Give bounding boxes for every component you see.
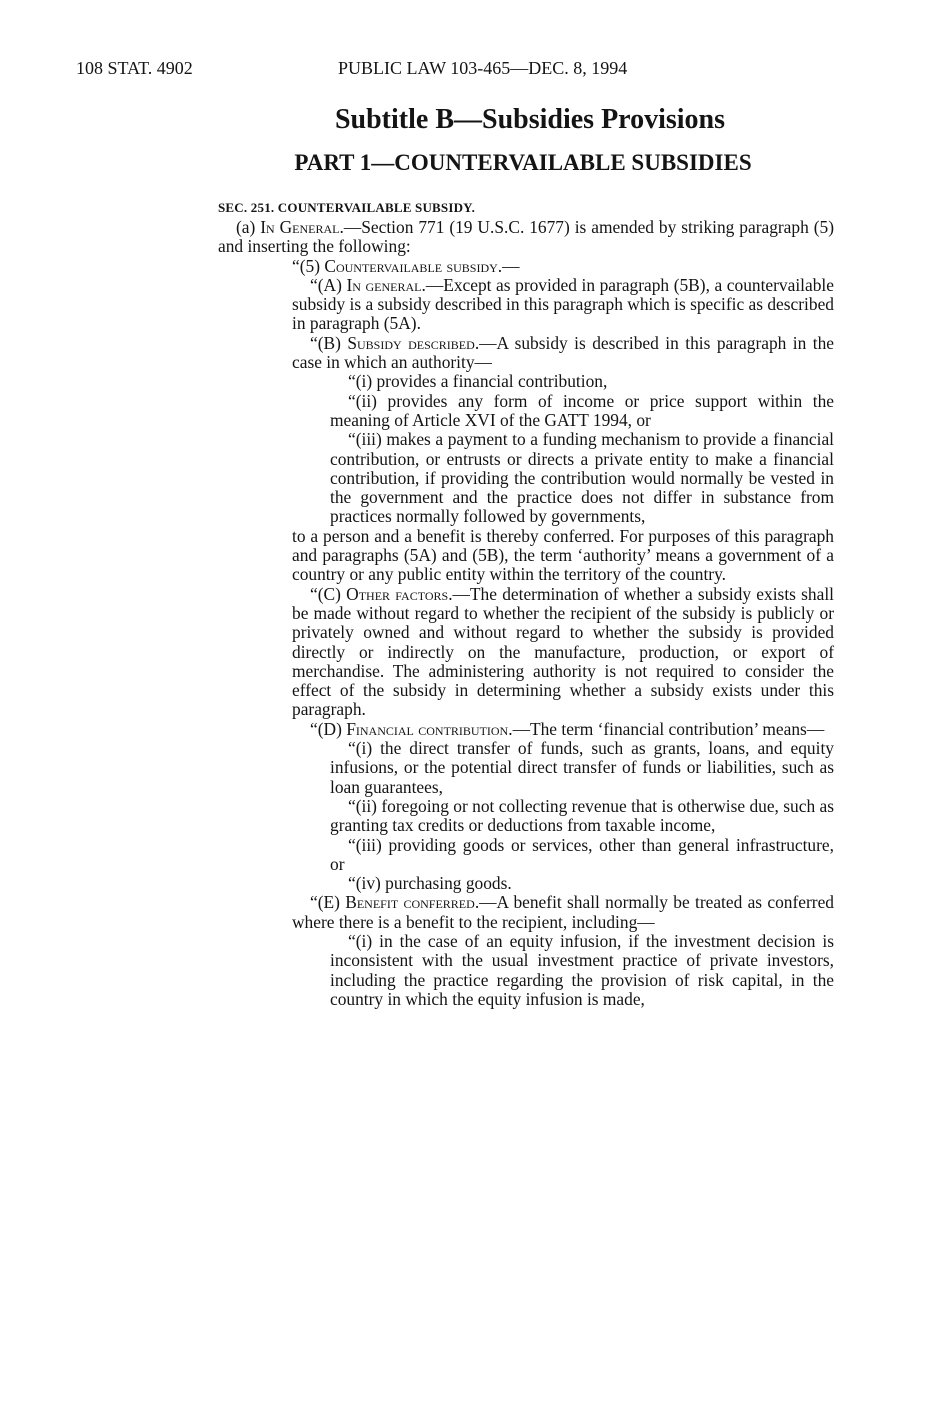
caption: In General	[260, 217, 340, 237]
clause: “(i) provides a financial contribution,	[348, 371, 608, 392]
clause: “(iii) providing goods or services, other than general infrastructure, or	[330, 834, 834, 874]
subparagraph-B-closing: to a person and a benefit is thereby conferred. For purposes of this paragraph and paragraphs (5A) and (5B), the term ‘authority’ means a government of a country or any public entity within the territory of the country.	[292, 525, 834, 585]
subparagraph-D: “(D) Financial contribution.—The term ‘financial contribution’ means—	[310, 718, 825, 739]
clause: “(iv) purchasing goods.	[348, 873, 512, 894]
clause: “(i) the direct transfer of funds, such as grants, loans, and equity infusions, or the potential direct transfer of funds or liabilities, such as loan guarantees,	[330, 738, 834, 797]
subparagraph-B: “(B) Subsidy described.—A subsidy is described in this paragraph in the case in which an authority—	[292, 332, 834, 373]
part-heading: PART 1—COUNTERVAILABLE SUBSIDIES	[294, 150, 752, 175]
public-law-citation: PUBLIC LAW 103-465—DEC. 8, 1994	[338, 58, 628, 78]
clause: “(ii) foregoing or not collecting revenue that is otherwise due, such as granting tax credits or deductions from taxable income,	[330, 795, 834, 836]
page-header	[76, 58, 876, 82]
statute-page-number: 108 STAT. 4902	[76, 58, 193, 78]
clause: “(iii) makes a payment to a funding mechanism to provide a financial contribution, or entrusts or directs a private entity to make a financial contribution, if providing the contribution would normally be vested in the government and the practice does not differ in substance from practices normally followed by governments,	[330, 429, 834, 527]
paragraph-5: “(5) Countervailable subsidy.—	[292, 255, 520, 276]
law-text	[218, 218, 834, 1009]
clause: “(i) in the case of an equity infusion, if the investment decision is inconsistent with the usual investment practice of private investors, including the practice regarding the provision of risk capital, in the country in which the equity infusion is made,	[330, 930, 834, 1009]
clause: “(ii) provides any form of income or price support within the meaning of Article XVI of the GATT 1994, or	[330, 390, 834, 430]
subtitle-heading: Subtitle B—Subsidies Provisions	[334, 104, 726, 135]
subparagraph-C: “(C) Other factors.—The determination of whether a subsidy exists shall be made without regard to whether the recipient of the subsidy is publicly or privately owned and without regard to whether the subsidy is provided directly or indirectly on the manufacture, production, or export of merchandise. The administering authority is not required to consider the effect of the subsidy in determining whether a subsidy exists under this paragraph.	[292, 583, 834, 720]
subsection-a: (a) In General.—Section 771 (19 U.S.C. 1677) is amended by striking paragraph (5) and inserting the following:	[218, 217, 834, 257]
subparagraph-A: “(A) In general.—Except as provided in paragraph (5B), a countervailable subsidy is a subsidy described in this paragraph which is specific as described in paragraph (5A).	[292, 274, 834, 334]
subparagraph-E: “(E) Benefit conferred.—A benefit shall normally be treated as conferred where there is a benefit to the recipient, including—	[292, 892, 834, 932]
section-heading: SEC. 251. COUNTERVAILABLE SUBSIDY.	[218, 200, 476, 215]
